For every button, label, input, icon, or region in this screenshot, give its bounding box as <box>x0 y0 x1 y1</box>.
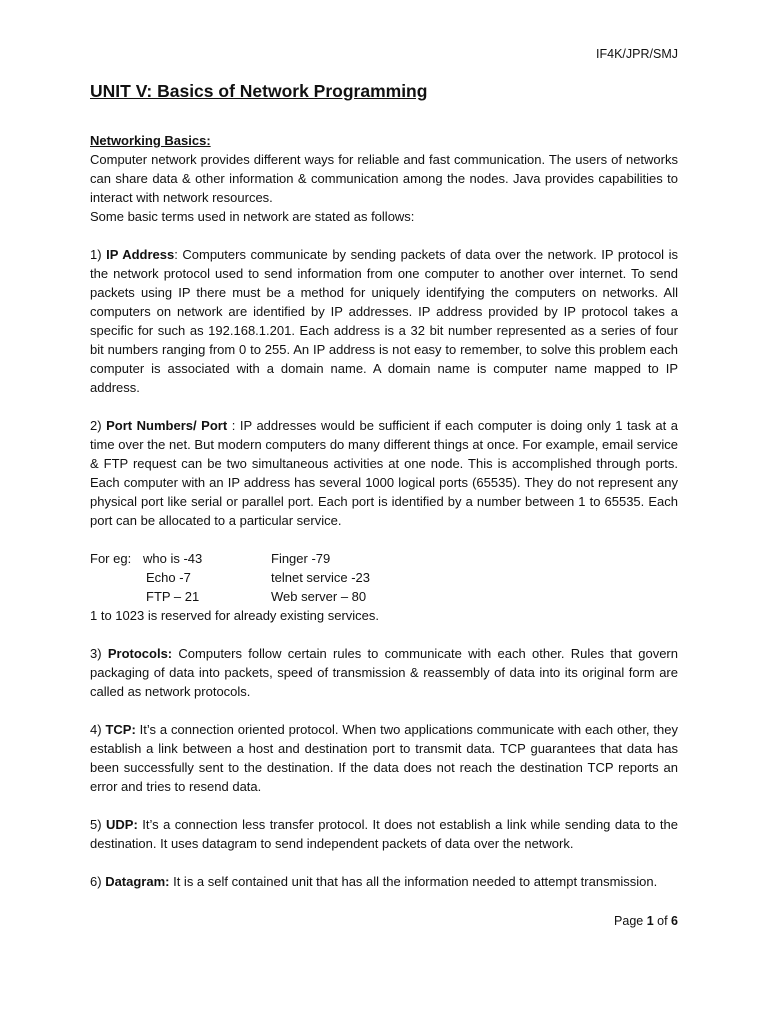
intro-terms-line: Some basic terms used in network are stated as follows: <box>90 209 415 224</box>
document-page <box>90 0 678 1024</box>
ports-example-table <box>90 549 678 606</box>
term-name: TCP: <box>105 722 136 737</box>
page-number <box>614 913 678 929</box>
term-description: Computers follow certain rules to communicate with each other. Rules that govern packaging of data into packets, speed of transmission & reassembly of data into its original form are called as network protocols. <box>90 646 678 699</box>
term-description: IP addresses would be sufficient if each computer is doing only 1 task at a time over the net. But modern computers do many different things at once. For example, email service & FTP request can be two simultaneous activities at one node. This is accomplished through ports. Each computer with an IP address has several 1000 logical ports (65535). They do not represent any physical port like serial or parallel port. Each port is identified by a number between 1 to 65535. Each port can be allocated to a particular service. <box>90 418 678 528</box>
term-number: 6) <box>90 874 102 889</box>
term-name: UDP: <box>106 817 138 832</box>
networking-basics-heading: Networking Basics: <box>90 133 211 148</box>
term-number: 4) <box>90 722 102 737</box>
page-of: of <box>653 914 672 928</box>
document-body <box>90 131 678 891</box>
term-description: It’s a connection less transfer protocol. It does not establish a link while sending data to the destination. It uses datagram to send independent packets of data over the network. <box>90 817 678 851</box>
section-heading <box>90 131 678 150</box>
term-udp <box>90 815 678 853</box>
port-entry: FTP – 21 <box>146 589 200 604</box>
page-current: 1 <box>646 914 654 928</box>
port-entry: telnet service -23 <box>271 570 370 585</box>
ports-reserved-note: 1 to 1023 is reserved for already existing services. <box>90 608 380 623</box>
term-separator: : <box>227 418 236 433</box>
term-port-numbers <box>90 416 678 530</box>
term-name: Datagram: <box>105 874 170 889</box>
term-protocols <box>90 644 678 701</box>
port-entry: Echo -7 <box>146 570 191 585</box>
port-entry: Web server – 80 <box>271 589 367 604</box>
term-number: 3) <box>90 646 102 661</box>
page-total: 6 <box>671 914 678 928</box>
term-separator: : <box>174 247 178 262</box>
term-name: Protocols: <box>107 646 173 661</box>
port-entry: Finger -79 <box>271 551 331 566</box>
page-prefix: Page <box>614 914 647 928</box>
term-name: IP Address <box>106 247 175 262</box>
term-number: 5) <box>90 817 102 832</box>
term-name: Port Numbers/ Port <box>106 418 228 433</box>
term-number: 2) <box>90 418 102 433</box>
port-entry: who is -43 <box>143 551 203 566</box>
ports-example-label: For eg: <box>90 551 132 566</box>
term-number: 1) <box>90 247 102 262</box>
term-description: It’s a connection oriented protocol. When two applications communicate with each other, they establish a link between a host and destination port to transmit data. TCP guarantees that data has been successfully sent to the destination. If the data does not reach the destination TCP reports an error and tries to resend data. <box>90 722 678 794</box>
header-reference-code: IF4K/JPR/SMJ <box>596 47 678 61</box>
term-datagram <box>90 872 678 891</box>
term-description: Computers communicate by sending packets of data over the network. IP protocol is the network protocol used to send information from one computer to another over internet. To send packets using IP there must be a method for uniquely identifying the computers on networks. All computers on network are identified by IP addresses. IP address provided by IP protocol takes a specific for such as 192.168.1.201. Each address is a 32 bit number represented as a series of four bit numbers ranging from 0 to 255. An IP address is not easy to remember, to solve this problem each computer is associated with a domain name. A domain name is computer name mapped to IP address. <box>90 247 678 395</box>
term-description: It is a self contained unit that has all the information needed to attempt transmission. <box>169 874 658 889</box>
term-ip-address <box>90 245 678 397</box>
page-title: UNIT V: Basics of Network Programming <box>90 81 428 101</box>
term-tcp <box>90 720 678 796</box>
intro-paragraph: Computer network provides different ways for reliable and fast communication. The users of networks can share data & other information & communication among the nodes. Java provides capabilities to interact with network resources. <box>90 152 678 205</box>
